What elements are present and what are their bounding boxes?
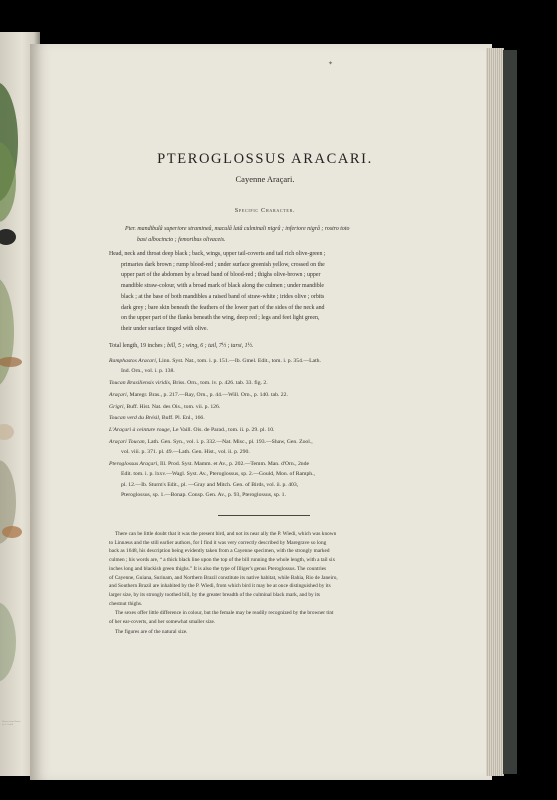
remarks-line: culmen ; his words are, “ a thick black line upon the top of the bill running the whole length, with a tail six [109,557,336,564]
remarks-line: and Southern Brazil are inhabited by the P. Wiedi, from which bird it may be at once distinguished by its [109,583,331,590]
plate-caption: Drawn from Nature by J. Gould [2,720,21,726]
remarks-line: The sexes offer little difference in colour, but the female may be readily recognized by the browner tint [115,610,334,617]
wing-length: wing, 6 ; [185,343,207,349]
tail-length: tail, 7 [208,343,222,349]
tarsi-length: tarsi, 1 [230,343,248,349]
description-line: black ; at the base of both mandibles a raised band of straw-white ; irides olive ; orbits [121,293,325,300]
remarks-line: of her ear-coverts, and her somewhat smaller size. [109,619,216,626]
reference-item: Toucan verd du Brésil, Buff. Pl. Enl., 166. [109,415,205,422]
description-line: upper part of the abdomen by a broad band of blood-red ; thighs olive-brown ; upper [121,272,321,279]
remarks-line: There can be little doubt that it was the present bird, and not its near ally the P. Wiedi, which was known [115,531,337,537]
remarks-line: inches long and blackish green thighs.” It is also the type of Illiger's genus Pteroglossus. The countries [109,565,327,572]
species-title: PTEROGLOSSUS ARACARI. [157,151,373,167]
bill-length: bill, 5 ; [167,343,185,349]
reference-item: Pteroglossus Araçari, Ill. Prod. Syst. Mamm. et Av., p. 202.—Temm. Man. d'Orn., 2nde Edit. tom. i. p. lxxv.—Wagl. Syst. Av., Pteroglossus, sp. 2.—Gould, Mon. of Ramph., pl. 12.—Ib. Sturm's Edit., pl. —Gray and Mitch. Gen. of Birds, vol. ii. p. 403, Pteroglossus, sp. 1.—Bonap. Consp. Gen. Av., p. 93, Pteroglossus, sp. 1. [109,460,315,498]
reference-item: Araçari Toucan, Lath. Gen. Syn., vol. i. p. 332.—Nat. Misc., pl. 193.—Shaw, Gen. Zool., vol. viii. p. 371. pl. 49.—Lath. Gen. Hist., vol. ii. p. 290. [109,438,313,456]
measurements: Total length, 19 inches ; bill, 5 ; wing, 6 ; tail, 7½ ; tarsi, 1½. [109,343,254,349]
tarsi-fraction: ½ [247,343,252,349]
remarks-line: larger size, by its strongly toothed bill, by the greater breadth of the culminal black mark, and by its [109,591,320,598]
remarks-text [109,530,422,636]
reference-item: Grigri, Buff. Hist. Nat. des Ois., tom. vii. p. 126. [109,403,221,410]
book-cover-board [503,50,517,774]
remarks-line: back as 1648, his description being evidently taken from a Cayenne specimen, with the strongly marked [109,548,330,555]
remarks-line: The figures are of the natural size. [115,628,188,635]
page-mark: ✦ [328,61,334,67]
description-line: Head, neck and throat deep black ; back, wings, upper tail-coverts and tail rich olive-green ; [109,251,326,257]
remarks-line: chestnut thighs. [109,600,143,607]
total-length: Total length, 19 inches ; [109,343,166,349]
remarks-line: to Linnæus and the still earlier authors, for I find it was very correctly described by Maregrave so long [109,539,327,546]
description-line: primaries dark brown ; rump blood-red ; under surface greenish yellow, crossed on the [121,261,325,268]
description-line: mandible straw-colour, with a broad mark of black along the culmen ; under mandible [121,283,324,290]
description-line: dark grey ; bare skin beneath the feathers of the lower part of the sides of the neck and [121,304,325,311]
plumage-description [109,249,419,335]
section-divider [218,515,310,516]
description-line: on the upper part of the flanks beneath the wing, deep red ; legs and feet light green, [121,315,320,322]
latin-diagnosis [125,224,425,245]
description-line: their under surface tinged with olive. [121,325,209,332]
specific-character-heading: Specific Character. [234,207,296,214]
synonymy-references [109,356,423,502]
diagnosis-line: Pter. mandibulâ superiore stramineâ, maculâ latâ culminali nigrâ ; inferiore nigrâ ; rostro toto [125,226,350,232]
common-name: Cayenne Araçari. [235,174,295,184]
reference-item: Toucan Brasiliensis viridis, Briss. Orn., tom. iv. p. 426. tab. 33. fig. 2. [109,380,268,387]
diagnosis-line: basi albocincto ; femoribus olivaceis. [137,236,226,243]
remarks-line: of Cayenne, Guiana, Surinam, and Northern Brazil constitute its native habitat, while Bahia, Rio de Janeiro, [109,574,338,581]
reference-item: Ramphastos Aracari, Linn. Syst. Nat., tom. i. p. 151.—Ib. Gmel. Edit., tom. i. p. 354.—Lath. Ind. Orn., vol. i. p. 138. [109,358,321,375]
reference-item: Araçari, Maregr. Bras., p. 217.—Ray, Orn., p. 44.—Will. Orn., p. 140. tab. 22. [109,391,288,398]
tail-fraction: ½ [221,343,227,349]
reference-item: L'Araçari à ceinture rouge, Le Vaill. Ois. de Parad., tom. ii. p. 29. pl. 10. [109,426,275,433]
